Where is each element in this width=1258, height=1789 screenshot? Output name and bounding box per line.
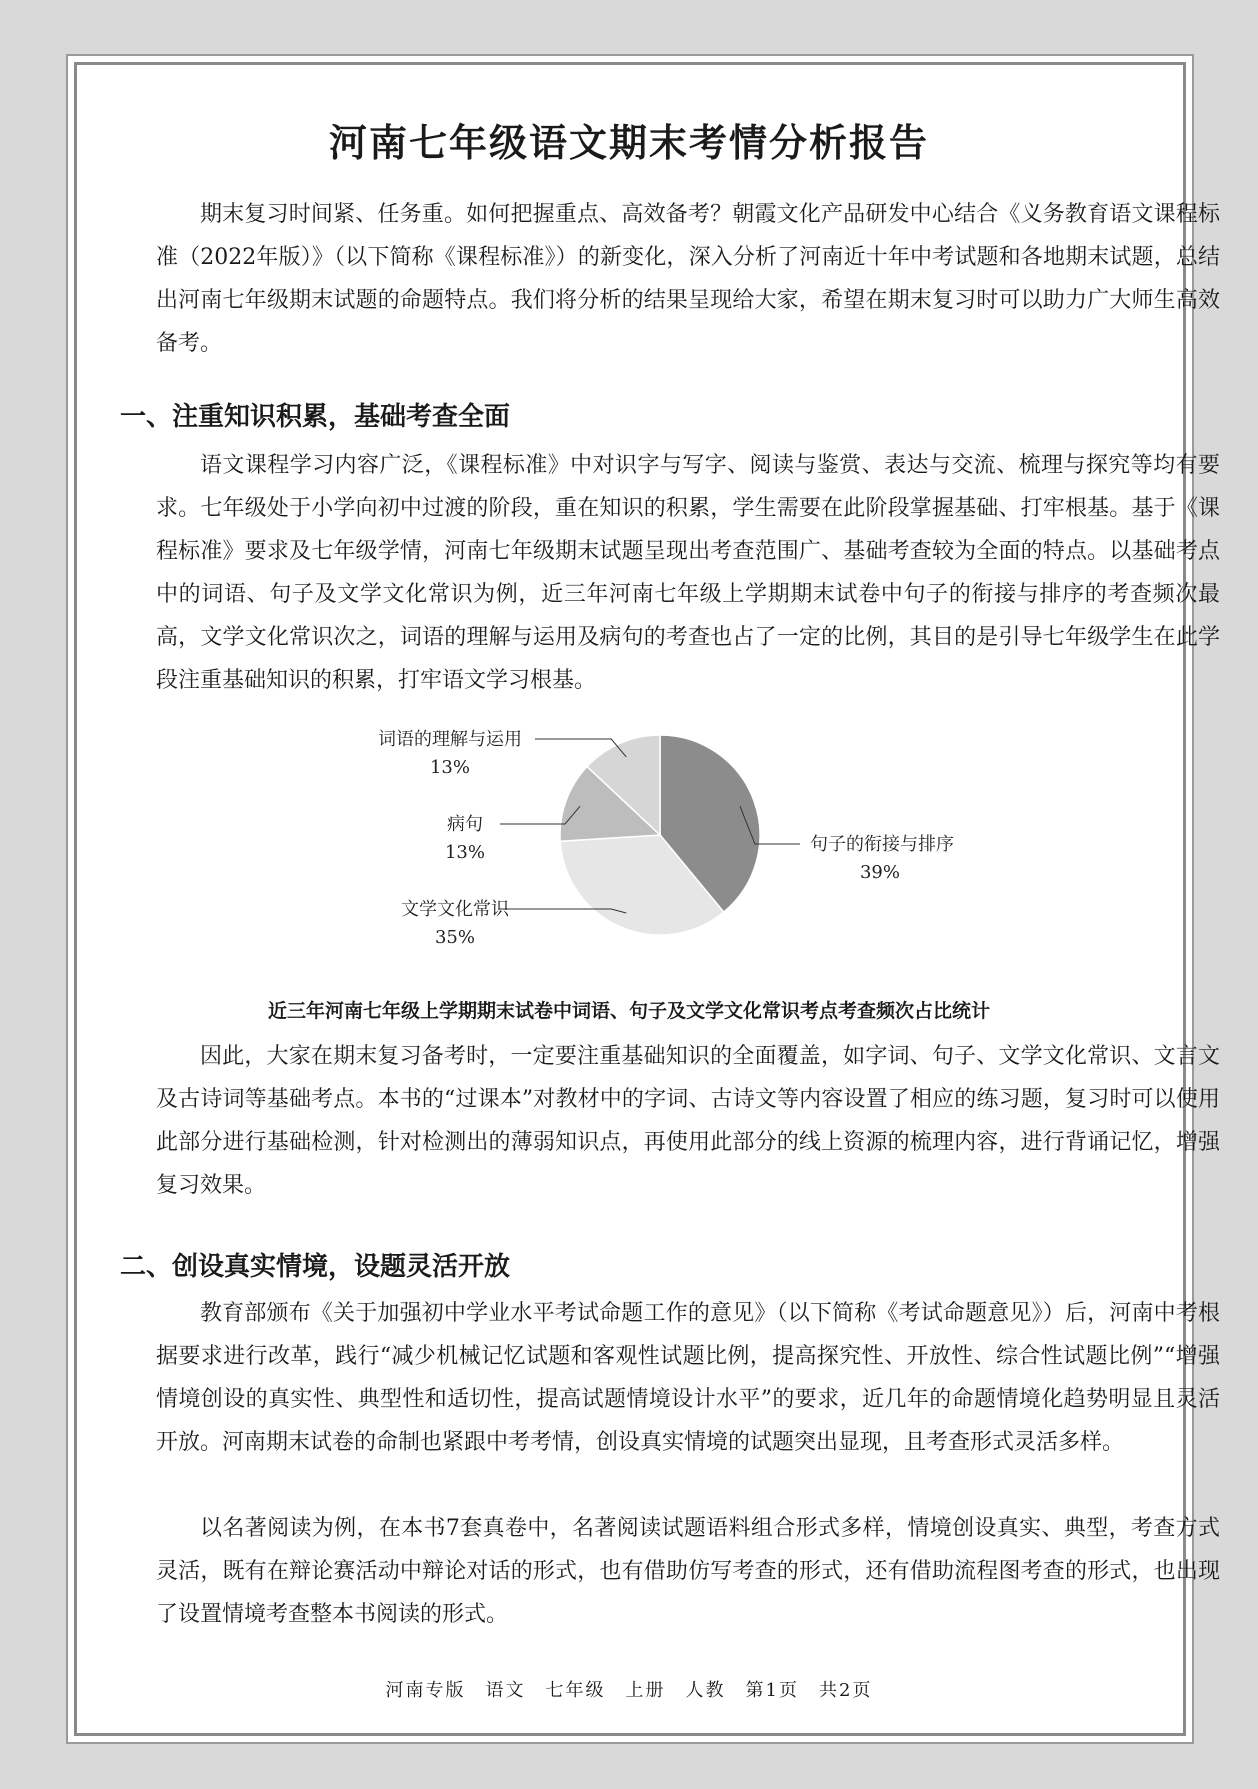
pie-slice-percent: 39% xyxy=(859,862,901,883)
section-1-heading: 一、注重知识积累，基础考查全面 xyxy=(120,402,511,432)
section-1-paragraph-2: 因此，大家在期末复习备考时，一定要注重基础知识的全面覆盖，如字词、句子、文学文化常识、文言文及古诗词等基础考点。本书的“过课本”对教材中的字词、古诗文等内容设置了相应的练习题，复习时可以使用此部分进行基础检测，针对检测出的薄弱知识点，再使用此部分的线上资源的梳理内容，进行背诵记忆，增强复习效果。 xyxy=(156,1044,1220,1198)
pie-slice-label: 词语的理解与运用 xyxy=(378,729,522,750)
section-1-paragraph-1: 语文课程学习内容广泛，《课程标准》中对识字与写字、阅读与鉴赏、表达与交流、梳理与探究等均有要求。七年级处于小学向初中过渡的阶段，重在知识的积累，学生需要在此阶段掌握基础、打牢根基。基于《课程标准》要求及七年级学情，河南七年级期末试题呈现出考查范围广、基础考查较为全面的特点。以基础考点中的词语、句子及文学文化常识为例，近三年河南七年级上学期期末试卷中句子的衔接与排序的考查频次最高，文学文化常识次之，词语的理解与运用及病句的考查也占了一定的比例，其目的是引导七年级学生在此学段注重基础知识的积累，打牢语文学习根基。 xyxy=(156,453,1220,693)
section-2-paragraph-1: 教育部颁布《关于加强初中学业水平考试命题工作的意见》（以下简称《考试命题意见》）后，河南中考根据要求进行改革，践行“减少机械记忆试题和客观性试题比例，提高探究性、开放性、综合性试题比例”“增强情境创设的真实性、典型性和适切性，提高试题情境设计水平”的要求，近几年的命题情境化趋势明显且灵活开放。河南期末试卷的命制也紧跟中考考情，创设真实情境的试题突出显现，且考查形式灵活多样。 xyxy=(156,1301,1220,1455)
pie-slice-percent: 35% xyxy=(434,927,476,948)
pie-slice-percent: 13% xyxy=(444,842,486,863)
pie-slice-label: 文学文化常识 xyxy=(401,899,509,920)
pie-slice-label: 病句 xyxy=(447,814,483,835)
section-2-paragraph-2: 以名著阅读为例，在本书7套真卷中，名著阅读试题语料组合形式多样，情境创设真实、典型，考查方式灵活，既有在辩论赛活动中辩论对话的形式，也有借助仿写考查的形式，还有借助流程图考查的形式，也出现了设置情境考查整本书阅读的形式。 xyxy=(156,1516,1220,1627)
pie-slice-label: 句子的衔接与排序 xyxy=(810,834,954,855)
pie-chart xyxy=(330,720,954,980)
pie-slice-percent: 13% xyxy=(429,757,471,778)
page-footer: 河南专版 语文 七年级 上册 人教 第1页 共2页 xyxy=(385,1680,873,1701)
page-title: 河南七年级语文期末考情分析报告 xyxy=(328,121,929,165)
chart-caption: 近三年河南七年级上学期期末试卷中词语、句子及文学文化常识考点考查频次占比统计 xyxy=(267,1000,990,1022)
intro-paragraph: 期末复习时间紧、任务重。如何把握重点、高效备考？朝霞文化产品研发中心结合《义务教育语文课程标准（2022年版）》（以下简称《课程标准》）的新变化，深入分析了河南近十年中考试题和各地期末试题，总结出河南七年级期末试题的命题特点。我们将分析的结果呈现给大家，希望在期末复习时可以助力广大师生高效备考。 xyxy=(156,202,1220,356)
pie-slices xyxy=(560,735,760,935)
section-2-heading: 二、创设真实情境，设题灵活开放 xyxy=(120,1252,511,1282)
